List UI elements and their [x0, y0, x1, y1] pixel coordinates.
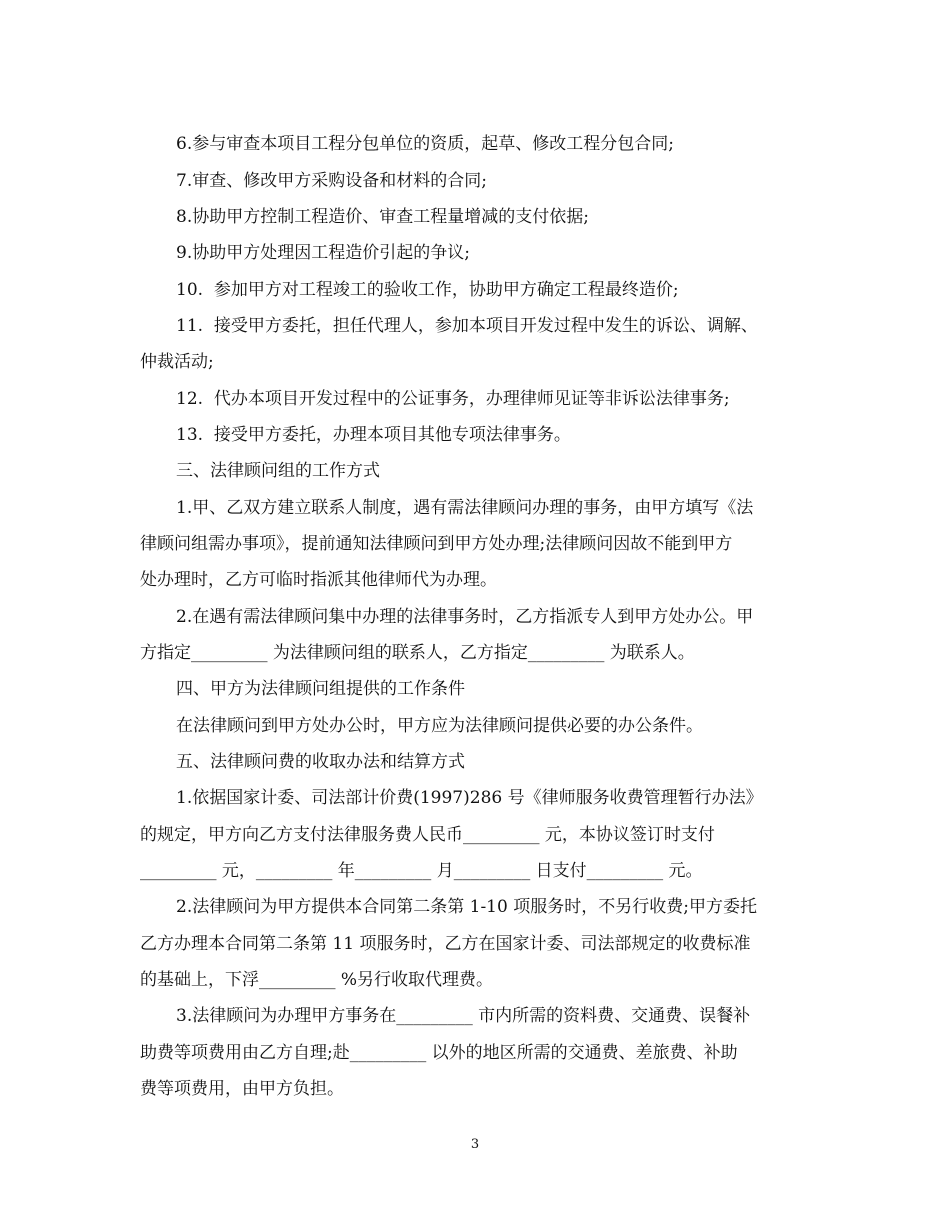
text-line: 12. 代办本项目开发过程中的公证事务，办理律师见证等非诉讼法律事务; — [176, 389, 730, 409]
text-line: 在法律顾问到甲方处办公时，甲方应为法律顾问提供必要的办公条件。 — [176, 716, 703, 736]
section-heading: 四、甲方为法律顾问组提供的工作条件 — [176, 679, 465, 699]
text-line: _________ 元，_________ 年_________ 月_________ 日支付_________ 元。 — [140, 861, 703, 881]
section-heading: 五、法律顾问费的收取办法和结算方式 — [176, 752, 465, 772]
text-line: 8.协助甲方控制工程造价、审查工程量增减的支付依据; — [176, 207, 589, 227]
text-line: 乙方办理本合同第二条第 11 项服务时，乙方在国家计委、司法部规定的收费标准 — [140, 934, 751, 954]
text-line: 2.在遇有需法律顾问集中办理的法律事务时，乙方指派专人到甲方处办公。甲 — [176, 607, 754, 627]
text-line: 仲裁活动; — [140, 352, 214, 372]
text-line: 11. 接受甲方委托，担任代理人，参加本项目开发过程中发生的诉讼、调解、 — [176, 316, 758, 336]
text-line: 律顾问组需办事项》，提前通知法律顾问到甲方处办理;法律顾问因故不能到甲方 — [140, 534, 733, 554]
text-line: 3.法律顾问为办理甲方事务在_________ 市内所需的资料费、交通费、误餐补 — [176, 1006, 751, 1026]
text-line: 的规定，甲方向乙方支付法律服务费人民币_________ 元，本协议签订时支付 — [140, 825, 715, 845]
text-line: 1.甲、乙双方建立联系人制度，遇有需法律顾问办理的事务，由甲方填写《法 — [176, 498, 754, 518]
text-line: 9.协助甲方处理因工程造价引起的争议; — [176, 243, 470, 263]
text-line: 1.依据国家计委、司法部计价费(1997)286 号《律师服务收费管理暂行办法》 — [176, 788, 763, 808]
text-line: 费等项费用，由甲方负担。 — [140, 1079, 344, 1099]
text-line: 处办理时，乙方可临时指派其他律师代为办理。 — [140, 570, 497, 590]
text-line: 助费等项费用由乙方自理;赴_________ 以外的地区所需的交通费、差旅费、补助 — [140, 1043, 738, 1063]
page-number: 3 — [470, 1137, 480, 1152]
text-line: 13. 接受甲方委托，办理本项目其他专项法律事务。 — [176, 425, 571, 445]
text-line: 7.审查、修改甲方采购设备和材料的合同; — [176, 171, 487, 191]
text-line: 的基础上，下浮_________ %另行收取代理费。 — [140, 970, 494, 990]
text-line: 6.参与审查本项目工程分包单位的资质，起草、修改工程分包合同; — [176, 134, 674, 154]
section-heading: 三、法律顾问组的工作方式 — [176, 461, 380, 481]
text-line: 10. 参加甲方对工程竣工的验收工作，协助甲方确定工程最终造价; — [176, 280, 679, 300]
text-line: 2.法律顾问为甲方提供本合同第二条第 1-10 项服务时，不另行收费;甲方委托 — [176, 897, 757, 917]
text-line: 方指定_________ 为法律顾问组的联系人，乙方指定_________ 为联系人。 — [140, 643, 695, 663]
